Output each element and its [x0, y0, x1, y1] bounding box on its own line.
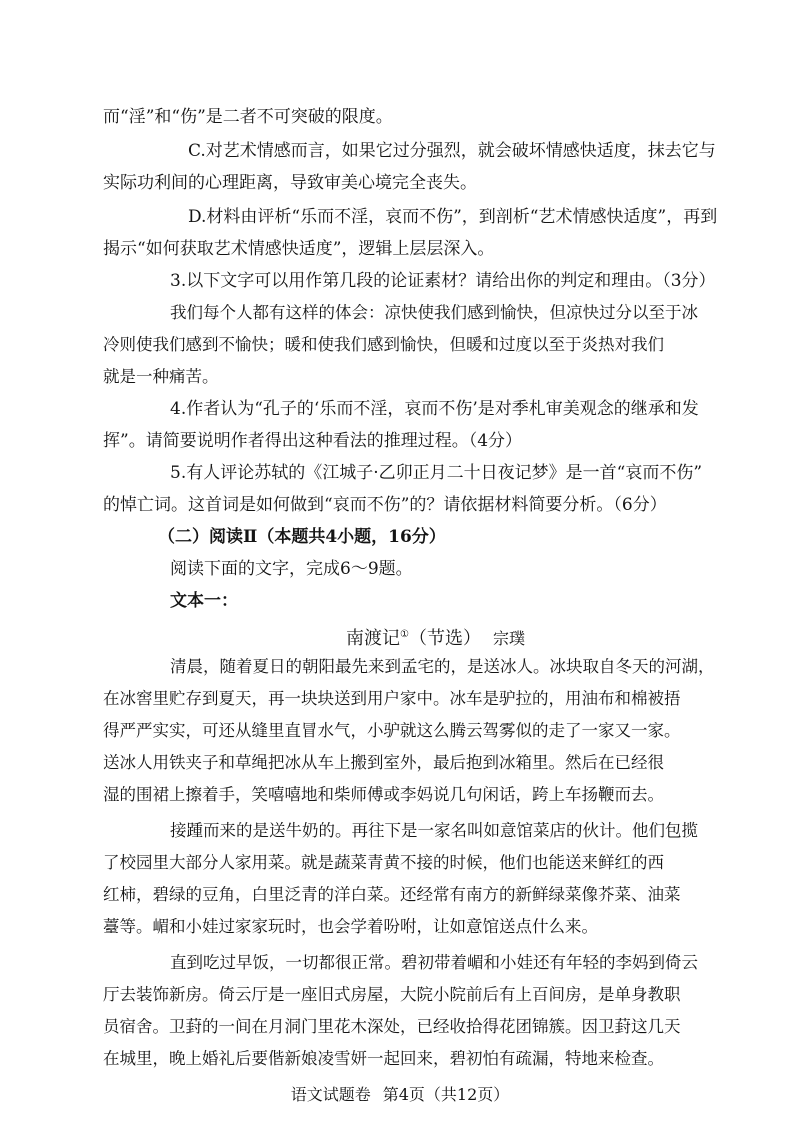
continuation-line: 而“淫”和“伤”是二者不可突破的限度。	[103, 107, 393, 127]
p3-line-3: 员宿舍。卫葑的一间在月洞门里花木深处，已经收拾得花团锦簇。因卫葑这几天	[103, 1017, 681, 1036]
p2-line-3: 红柿，碧绿的豆角，白里泛青的洋白菜。还经常有南方的新鲜绿菜像芥菜、油菜	[103, 885, 681, 904]
option-c-line-2: 实际功利间的心理距离，导致审美心境完全丧失。	[103, 173, 477, 193]
option-c-line-1: C.对艺术情感而言，如果它过分强烈，就会破坏情感快适度，抹去它与	[188, 141, 716, 161]
p2-line-2: 了校园里大部分人家用菜。就是蔬菜青黄不接的时候，他们也能送来鲜红的西	[103, 853, 664, 872]
option-d-line-2: 揭示“如何获取艺术情感快适度”，逻辑上层层深入。	[103, 239, 495, 259]
q3-quote-line-3: 就是一种痛苦。	[103, 367, 219, 386]
question-3: 3.以下文字可以用作第几段的论证素材？请给出你的判定和理由。（3分）	[170, 271, 716, 291]
footnote-mark: ①	[400, 629, 409, 640]
footer-subject: 语文试题卷	[290, 1085, 371, 1104]
story-author: 宗璞	[492, 629, 525, 648]
p3-line-1: 直到吃过早饭，一切都很正常。碧初带着嵋和小娃还有年轻的李妈到倚云	[170, 953, 698, 972]
footer-page-number: 第4页（共12页）	[382, 1085, 510, 1104]
section-instruction: 阅读下面的文字，完成6～9题。	[170, 559, 413, 579]
p1-line-1: 清晨，随着夏日的朝阳最先来到孟宅的，是送冰人。冰块取自冬天的河湖，	[170, 657, 715, 676]
q3-quote-line-2: 冷则使我们感到不愉快；暖和使我们感到愉快，但暖和过度以至于炎热对我们	[103, 335, 664, 354]
option-d-line-1: D.材料由评析“乐而不淫，哀而不伤”，到剖析“艺术情感快适度”，再到	[188, 207, 718, 227]
question-5-line-2: 的悼亡词。这首词是如何做到“哀而不伤”的？请依据材料简要分析。（6分）	[103, 495, 667, 515]
p1-line-5: 湿的围裙上擦着手，笑嘻嘻地和柴师傅或李妈说几句闲话，跨上车扬鞭而去。	[103, 785, 664, 804]
p1-line-4: 送冰人用铁夹子和草绳把冰从车上搬到室外，最后抱到冰箱里。然后在已经很	[103, 753, 664, 772]
story-title: 南渡记	[346, 628, 400, 649]
p1-line-2: 在冰窖里贮存到夏天，再一块块送到用户家中。冰车是驴拉的，用油布和棉被捂	[103, 689, 681, 708]
p3-line-2: 厅去装饰新房。倚云厅是一座旧式房屋，大院小院前后有上百间房，是单身教职	[103, 985, 681, 1004]
page-footer	[0, 1082, 800, 1105]
p3-line-4: 在城里，晚上婚礼后要偕新娘凌雪妍一起回来，碧初怕有疏漏，特地来检查。	[103, 1049, 664, 1068]
question-5-line-1: 5.有人评论苏轼的《江城子·乙卯正月二十日夜记梦》是一首“哀而不伤”	[170, 463, 703, 483]
question-4-line-1: 4.作者认为“孔子的‘乐而不淫，哀而不伤’是对季札审美观念的继承和发	[170, 399, 699, 419]
excerpt-note: （节选）	[408, 628, 481, 649]
p2-line-1: 接踵而来的是送牛奶的。再往下是一家名叫如意馆菜店的伙计。他们包揽	[170, 821, 698, 840]
text-one-label: 文本一：	[170, 591, 238, 611]
q3-quote-line-1: 我们每个人都有这样的体会：凉快使我们感到愉快，但凉快过分以至于冰	[170, 303, 698, 322]
question-4-line-2: 挥”。请简要说明作者得出这种看法的推理过程。（4分）	[103, 431, 523, 451]
p1-line-3: 得严严实实，可还从缝里直冒水气，小驴就这么腾云驾雾似的走了一家又一家。	[103, 721, 681, 740]
story-title-line	[346, 624, 525, 650]
p2-line-4: 薹等。嵋和小娃过家家玩时，也会学着吩咐，让如意馆送点什么来。	[103, 917, 598, 936]
section-heading: （二）阅读Ⅱ（本题共4小题，16分）	[158, 527, 446, 547]
